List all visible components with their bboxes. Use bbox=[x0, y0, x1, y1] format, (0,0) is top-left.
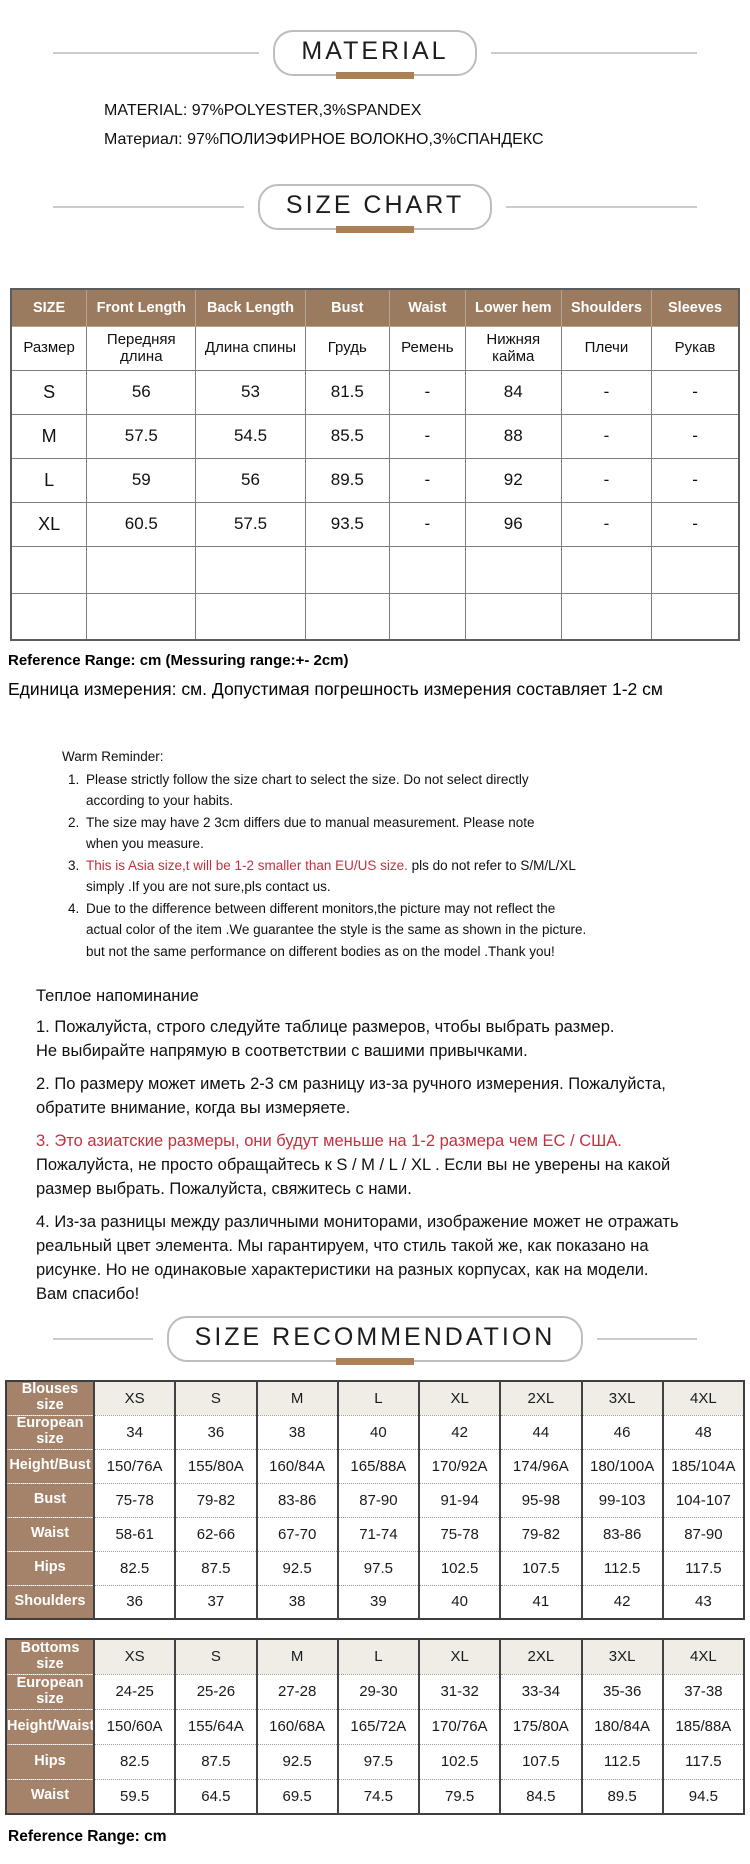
reminder-line bbox=[86, 919, 676, 941]
column-header: Shoulders bbox=[561, 289, 651, 326]
value-cell bbox=[196, 593, 305, 640]
value-cell: 102.5 bbox=[419, 1551, 500, 1585]
reminder-text: Пожалуйста, не просто обращайтесь к S / M / L / XL . Если вы не уверены на какой bbox=[36, 1156, 671, 1174]
value-cell: 165/88A bbox=[338, 1449, 419, 1483]
material-info bbox=[104, 96, 750, 154]
value-cell bbox=[87, 593, 196, 640]
reminder-line bbox=[86, 812, 676, 834]
value-cell: - bbox=[390, 458, 466, 502]
reminder-line bbox=[36, 1039, 736, 1063]
reminder-item bbox=[36, 1129, 736, 1201]
reminder-line bbox=[36, 1177, 736, 1201]
value-cell: 48 bbox=[663, 1415, 744, 1449]
reminder-item bbox=[36, 1210, 736, 1306]
value-cell: 180/100A bbox=[582, 1449, 663, 1483]
row-label: Waist bbox=[6, 1779, 94, 1814]
value-cell: 29-30 bbox=[338, 1674, 419, 1709]
value-cell: 59 bbox=[87, 458, 196, 502]
value-cell: 62-66 bbox=[175, 1517, 256, 1551]
value-cell: - bbox=[652, 414, 739, 458]
item-number: 3. bbox=[68, 857, 80, 873]
reminder-line bbox=[36, 1096, 736, 1120]
reminder-line bbox=[36, 1072, 736, 1096]
reminder-text: Please strictly follow the size chart to select the size. Do not select directly bbox=[86, 771, 529, 787]
reminder-line bbox=[36, 1129, 736, 1153]
value-cell: 94.5 bbox=[663, 1779, 744, 1814]
reminder-text: рисунке. Но не одинаковые характеристики на разных корпусах, как на модели. bbox=[36, 1261, 649, 1279]
value-cell: 185/104A bbox=[663, 1449, 744, 1483]
size-chart-note-ru: Единица измерения: см. Допустимая погрешность измерения составляет 1-2 см bbox=[8, 679, 663, 699]
value-cell: 75-78 bbox=[419, 1517, 500, 1551]
column-header: Back Length bbox=[196, 289, 305, 326]
row-label: Hips bbox=[6, 1551, 94, 1585]
value-cell bbox=[465, 593, 561, 640]
table-row bbox=[6, 1744, 744, 1779]
value-cell: 83-86 bbox=[257, 1483, 338, 1517]
value-cell: 67-70 bbox=[257, 1517, 338, 1551]
value-cell: 92.5 bbox=[257, 1551, 338, 1585]
value-cell: M bbox=[257, 1639, 338, 1674]
value-cell: 37 bbox=[175, 1585, 256, 1619]
table-row bbox=[6, 1449, 744, 1483]
value-cell: 89.5 bbox=[582, 1779, 663, 1814]
value-cell bbox=[305, 546, 389, 593]
table-row bbox=[11, 414, 739, 458]
reminder-line bbox=[36, 1015, 736, 1039]
size-chart-header-row bbox=[11, 289, 739, 326]
table-row bbox=[6, 1551, 744, 1585]
value-cell bbox=[652, 546, 739, 593]
value-cell: 42 bbox=[582, 1585, 663, 1619]
reminder-item bbox=[62, 855, 676, 898]
value-cell: 102.5 bbox=[419, 1744, 500, 1779]
value-cell: 160/84A bbox=[257, 1449, 338, 1483]
reminder-line bbox=[36, 1234, 736, 1258]
value-cell: 37-38 bbox=[663, 1674, 744, 1709]
value-cell: 3XL bbox=[582, 1639, 663, 1674]
value-cell: 82.5 bbox=[94, 1551, 175, 1585]
material-section-header bbox=[0, 30, 750, 76]
table-row bbox=[6, 1381, 744, 1415]
value-cell: 117.5 bbox=[663, 1744, 744, 1779]
value-cell: 160/68A bbox=[257, 1709, 338, 1744]
value-cell: 155/80A bbox=[175, 1449, 256, 1483]
value-cell: 107.5 bbox=[500, 1551, 581, 1585]
value-cell: 39 bbox=[338, 1585, 419, 1619]
value-cell: 79.5 bbox=[419, 1779, 500, 1814]
size-recommendation-section-header bbox=[0, 1316, 750, 1362]
value-cell: 170/92A bbox=[419, 1449, 500, 1483]
reminder-text: Вам спасибо! bbox=[36, 1285, 140, 1303]
reminder-item bbox=[62, 812, 676, 855]
value-cell: 165/72A bbox=[338, 1709, 419, 1744]
value-cell: 117.5 bbox=[663, 1551, 744, 1585]
table-row bbox=[6, 1517, 744, 1551]
value-cell: 36 bbox=[175, 1415, 256, 1449]
value-cell: 92 bbox=[465, 458, 561, 502]
reminder-line bbox=[86, 898, 676, 920]
reminder-line bbox=[86, 941, 676, 963]
item-number: 1. bbox=[68, 771, 80, 787]
reminder-line bbox=[86, 833, 676, 855]
size-chart-title-pill bbox=[258, 184, 492, 230]
value-cell: 58-61 bbox=[94, 1517, 175, 1551]
value-cell: XS bbox=[94, 1381, 175, 1415]
value-cell: 180/84A bbox=[582, 1709, 663, 1744]
warm-reminder-ru bbox=[36, 984, 736, 1306]
value-cell: S bbox=[175, 1639, 256, 1674]
empty-row bbox=[11, 546, 739, 593]
value-cell: 87.5 bbox=[175, 1551, 256, 1585]
value-cell bbox=[652, 593, 739, 640]
value-cell: 53 bbox=[196, 370, 305, 414]
row-label: Hips bbox=[6, 1744, 94, 1779]
row-label: Shoulders bbox=[6, 1585, 94, 1619]
value-cell: 3XL bbox=[582, 1381, 663, 1415]
value-cell: 40 bbox=[338, 1415, 419, 1449]
warning-text: This is Asia size,t will be 1-2 smaller than EU/US size. bbox=[86, 857, 408, 873]
value-cell: 150/76A bbox=[94, 1449, 175, 1483]
table-row bbox=[11, 502, 739, 546]
value-cell: XL bbox=[419, 1639, 500, 1674]
reminder-text: according to your habits. bbox=[86, 793, 234, 808]
size-recommendation-footer: Reference Range: cm bbox=[8, 1828, 167, 1845]
row-label: Height/Bust bbox=[6, 1449, 94, 1483]
value-cell: 46 bbox=[582, 1415, 663, 1449]
value-cell: 93.5 bbox=[305, 502, 389, 546]
column-header: SIZE bbox=[11, 289, 87, 326]
row-label: Height/Waist bbox=[6, 1709, 94, 1744]
value-cell: 88 bbox=[465, 414, 561, 458]
value-cell: 24-25 bbox=[94, 1674, 175, 1709]
value-cell: 36 bbox=[94, 1585, 175, 1619]
value-cell: 59.5 bbox=[94, 1779, 175, 1814]
value-cell: 112.5 bbox=[582, 1744, 663, 1779]
value-cell: 42 bbox=[419, 1415, 500, 1449]
reminder-line bbox=[36, 1210, 736, 1234]
column-subheader: Ремень bbox=[390, 326, 466, 370]
value-cell: 87-90 bbox=[663, 1517, 744, 1551]
value-cell: XS bbox=[94, 1639, 175, 1674]
size-cell: XL bbox=[11, 502, 87, 546]
item-number: 4. bbox=[68, 900, 80, 916]
reminder-item bbox=[62, 769, 676, 812]
value-cell: - bbox=[390, 370, 466, 414]
value-cell bbox=[390, 546, 466, 593]
table-row bbox=[6, 1674, 744, 1709]
table-row bbox=[6, 1483, 744, 1517]
reminder-item bbox=[62, 898, 676, 963]
column-subheader: Нижняя кайма bbox=[465, 326, 561, 370]
size-chart-section-title: SIZE CHART bbox=[285, 191, 465, 219]
column-subheader: Грудь bbox=[305, 326, 389, 370]
value-cell bbox=[561, 593, 651, 640]
column-header: Bust bbox=[305, 289, 389, 326]
value-cell: 170/76A bbox=[419, 1709, 500, 1744]
column-subheader: Размер bbox=[11, 326, 87, 370]
bottoms-table bbox=[5, 1638, 745, 1815]
column-subheader: Рукав bbox=[652, 326, 739, 370]
value-cell: 71-74 bbox=[338, 1517, 419, 1551]
value-cell: 57.5 bbox=[196, 502, 305, 546]
value-cell: 69.5 bbox=[257, 1779, 338, 1814]
value-cell: XL bbox=[419, 1381, 500, 1415]
value-cell: 56 bbox=[196, 458, 305, 502]
value-cell bbox=[305, 593, 389, 640]
value-cell: 91-94 bbox=[419, 1483, 500, 1517]
size-recommendation-title-pill bbox=[167, 1316, 584, 1362]
value-cell: 175/80A bbox=[500, 1709, 581, 1744]
value-cell: - bbox=[652, 502, 739, 546]
value-cell: 89.5 bbox=[305, 458, 389, 502]
value-cell: 34 bbox=[94, 1415, 175, 1449]
value-cell: 97.5 bbox=[338, 1551, 419, 1585]
value-cell: 2XL bbox=[500, 1381, 581, 1415]
table-row bbox=[6, 1709, 744, 1744]
value-cell: 83-86 bbox=[582, 1517, 663, 1551]
reminder-line bbox=[36, 1153, 736, 1177]
reminder-text: The size may have 2 3cm differs due to manual measurement. Please note bbox=[86, 814, 535, 830]
reminder-item bbox=[36, 1015, 736, 1063]
value-cell: - bbox=[390, 414, 466, 458]
column-header: Lower hem bbox=[465, 289, 561, 326]
reminder-line bbox=[86, 855, 676, 877]
value-cell bbox=[87, 546, 196, 593]
reminder-text: Due to the difference between different monitors,the picture may not reflect the bbox=[86, 900, 556, 916]
value-cell: 44 bbox=[500, 1415, 581, 1449]
value-cell: 79-82 bbox=[500, 1517, 581, 1551]
value-cell bbox=[390, 593, 466, 640]
size-cell: L bbox=[11, 458, 87, 502]
value-cell: 64.5 bbox=[175, 1779, 256, 1814]
value-cell: 57.5 bbox=[87, 414, 196, 458]
value-cell: 150/60A bbox=[94, 1709, 175, 1744]
column-header: Waist bbox=[390, 289, 466, 326]
row-label: European size bbox=[6, 1415, 94, 1449]
value-cell: 41 bbox=[500, 1585, 581, 1619]
value-cell: 155/64A bbox=[175, 1709, 256, 1744]
value-cell: 96 bbox=[465, 502, 561, 546]
value-cell: 99-103 bbox=[582, 1483, 663, 1517]
value-cell: 84 bbox=[465, 370, 561, 414]
value-cell: - bbox=[561, 502, 651, 546]
warm-reminder-title: Warm Reminder: bbox=[62, 749, 164, 764]
value-cell: 79-82 bbox=[175, 1483, 256, 1517]
table-row bbox=[6, 1779, 744, 1814]
item-number: 2. bbox=[68, 814, 80, 830]
value-cell: 74.5 bbox=[338, 1779, 419, 1814]
value-cell: M bbox=[257, 1381, 338, 1415]
value-cell: 92.5 bbox=[257, 1744, 338, 1779]
value-cell: 185/88A bbox=[663, 1709, 744, 1744]
reminder-line bbox=[36, 1258, 736, 1282]
value-cell: - bbox=[561, 458, 651, 502]
value-cell: 85.5 bbox=[305, 414, 389, 458]
column-subheader: Передняя длина bbox=[87, 326, 196, 370]
accent-bar bbox=[336, 226, 414, 233]
material-line-ru: Материал: 97%ПОЛИЭФИРНОЕ ВОЛОКНО,3%СПАНДЕКС bbox=[104, 131, 544, 148]
value-cell bbox=[196, 546, 305, 593]
value-cell: 54.5 bbox=[196, 414, 305, 458]
column-header: Front Length bbox=[87, 289, 196, 326]
divider-line bbox=[53, 206, 244, 208]
divider-line bbox=[506, 206, 697, 208]
size-chart-table bbox=[10, 288, 740, 641]
reminder-line bbox=[36, 1282, 736, 1306]
reminder-item bbox=[36, 1072, 736, 1120]
table-row bbox=[6, 1639, 744, 1674]
row-label: Blouses size bbox=[6, 1381, 94, 1415]
divider-line bbox=[491, 52, 697, 54]
table-row bbox=[11, 458, 739, 502]
empty-row bbox=[11, 593, 739, 640]
value-cell: 82.5 bbox=[94, 1744, 175, 1779]
value-cell: 56 bbox=[87, 370, 196, 414]
row-label: Bottoms size bbox=[6, 1639, 94, 1674]
size-cell bbox=[11, 546, 87, 593]
value-cell: 87.5 bbox=[175, 1744, 256, 1779]
value-cell: - bbox=[561, 370, 651, 414]
value-cell: 38 bbox=[257, 1585, 338, 1619]
material-line-en: MATERIAL: 97%POLYESTER,3%SPANDEX bbox=[104, 102, 422, 119]
size-cell: M bbox=[11, 414, 87, 458]
table-row bbox=[6, 1585, 744, 1619]
size-cell bbox=[11, 593, 87, 640]
warning-text: 3. Это азиатские размеры, они будут меньше на 1-2 размера чем ЕС / США. bbox=[36, 1132, 622, 1150]
reminder-text: but not the same performance on different bodies as on the model .Thank you! bbox=[86, 943, 555, 959]
value-cell: 87-90 bbox=[338, 1483, 419, 1517]
value-cell: 174/96A bbox=[500, 1449, 581, 1483]
value-cell: L bbox=[338, 1639, 419, 1674]
material-title-pill bbox=[273, 30, 476, 76]
value-cell: S bbox=[175, 1381, 256, 1415]
reminder-text: Не выбирайте напрямую в соответствии с вашими привычками. bbox=[36, 1042, 528, 1060]
value-cell: 112.5 bbox=[582, 1551, 663, 1585]
divider-line bbox=[597, 1338, 697, 1340]
value-cell: L bbox=[338, 1381, 419, 1415]
reminder-text: actual color of the item .We guarantee the style is the same as shown in the picture. bbox=[86, 922, 587, 937]
reminder-text: обратите внимание, когда вы измеряете. bbox=[36, 1099, 351, 1117]
column-subheader: Длина спины bbox=[196, 326, 305, 370]
value-cell: 60.5 bbox=[87, 502, 196, 546]
size-chart-note-en: Reference Range: cm (Messuring range:+- 2cm) bbox=[8, 652, 349, 669]
row-label: Bust bbox=[6, 1483, 94, 1517]
value-cell: 27-28 bbox=[257, 1674, 338, 1709]
value-cell: 4XL bbox=[663, 1639, 744, 1674]
table-row bbox=[6, 1415, 744, 1449]
reminder-text: when you measure. bbox=[86, 836, 204, 851]
divider-line bbox=[53, 1338, 153, 1340]
divider-line bbox=[53, 52, 259, 54]
reminder-line bbox=[86, 876, 676, 898]
reminder-text: размер выбрать. Пожалуйста, свяжитесь с нами. bbox=[36, 1180, 412, 1198]
value-cell: 104-107 bbox=[663, 1483, 744, 1517]
value-cell: 81.5 bbox=[305, 370, 389, 414]
column-subheader: Плечи bbox=[561, 326, 651, 370]
value-cell: 25-26 bbox=[175, 1674, 256, 1709]
table-row bbox=[11, 370, 739, 414]
value-cell: 33-34 bbox=[500, 1674, 581, 1709]
column-header: Sleeves bbox=[652, 289, 739, 326]
value-cell: 2XL bbox=[500, 1639, 581, 1674]
row-label: Waist bbox=[6, 1517, 94, 1551]
blouses-table bbox=[5, 1380, 745, 1620]
value-cell: - bbox=[561, 414, 651, 458]
value-cell: 75-78 bbox=[94, 1483, 175, 1517]
row-label: European size bbox=[6, 1674, 94, 1709]
value-cell: 43 bbox=[663, 1585, 744, 1619]
accent-bar bbox=[336, 1358, 414, 1365]
reminder-text: реальный цвет элемента. Мы гарантируем, что стиль такой же, как показано на bbox=[36, 1237, 649, 1255]
value-cell bbox=[465, 546, 561, 593]
size-chart-section-header bbox=[0, 184, 750, 230]
material-section-title: MATERIAL bbox=[301, 37, 449, 65]
value-cell: 38 bbox=[257, 1415, 338, 1449]
value-cell: 4XL bbox=[663, 1381, 744, 1415]
value-cell: 97.5 bbox=[338, 1744, 419, 1779]
warm-reminder-ru-title: Теплое напоминание bbox=[36, 987, 199, 1005]
value-cell: - bbox=[652, 458, 739, 502]
value-cell: 107.5 bbox=[500, 1744, 581, 1779]
value-cell: 35-36 bbox=[582, 1674, 663, 1709]
value-cell bbox=[561, 546, 651, 593]
reminder-line bbox=[86, 790, 676, 812]
value-cell: - bbox=[390, 502, 466, 546]
reminder-text: 2. По размеру может иметь 2-3 см разницу из-за ручного измерения. Пожалуйста, bbox=[36, 1075, 666, 1093]
value-cell: 40 bbox=[419, 1585, 500, 1619]
value-cell: - bbox=[652, 370, 739, 414]
reminder-line bbox=[86, 769, 676, 791]
size-recommendation-section-title: SIZE RECOMMENDATION bbox=[194, 1323, 556, 1351]
warm-reminder-en bbox=[62, 746, 676, 962]
size-cell: S bbox=[11, 370, 87, 414]
value-cell: 84.5 bbox=[500, 1779, 581, 1814]
reminder-text: pls do not refer to S/M/L/XL bbox=[407, 857, 576, 873]
reminder-text: 4. Из-за разницы между различными мониторами, изображение может не отражать bbox=[36, 1213, 679, 1231]
reminder-text: 1. Пожалуйста, строго следуйте таблице размеров, чтобы выбрать размер. bbox=[36, 1018, 615, 1036]
accent-bar bbox=[336, 72, 414, 79]
value-cell: 95-98 bbox=[500, 1483, 581, 1517]
size-chart-subheader-row bbox=[11, 326, 739, 370]
value-cell: 31-32 bbox=[419, 1674, 500, 1709]
reminder-text: simply .If you are not sure,pls contact us. bbox=[86, 879, 331, 894]
